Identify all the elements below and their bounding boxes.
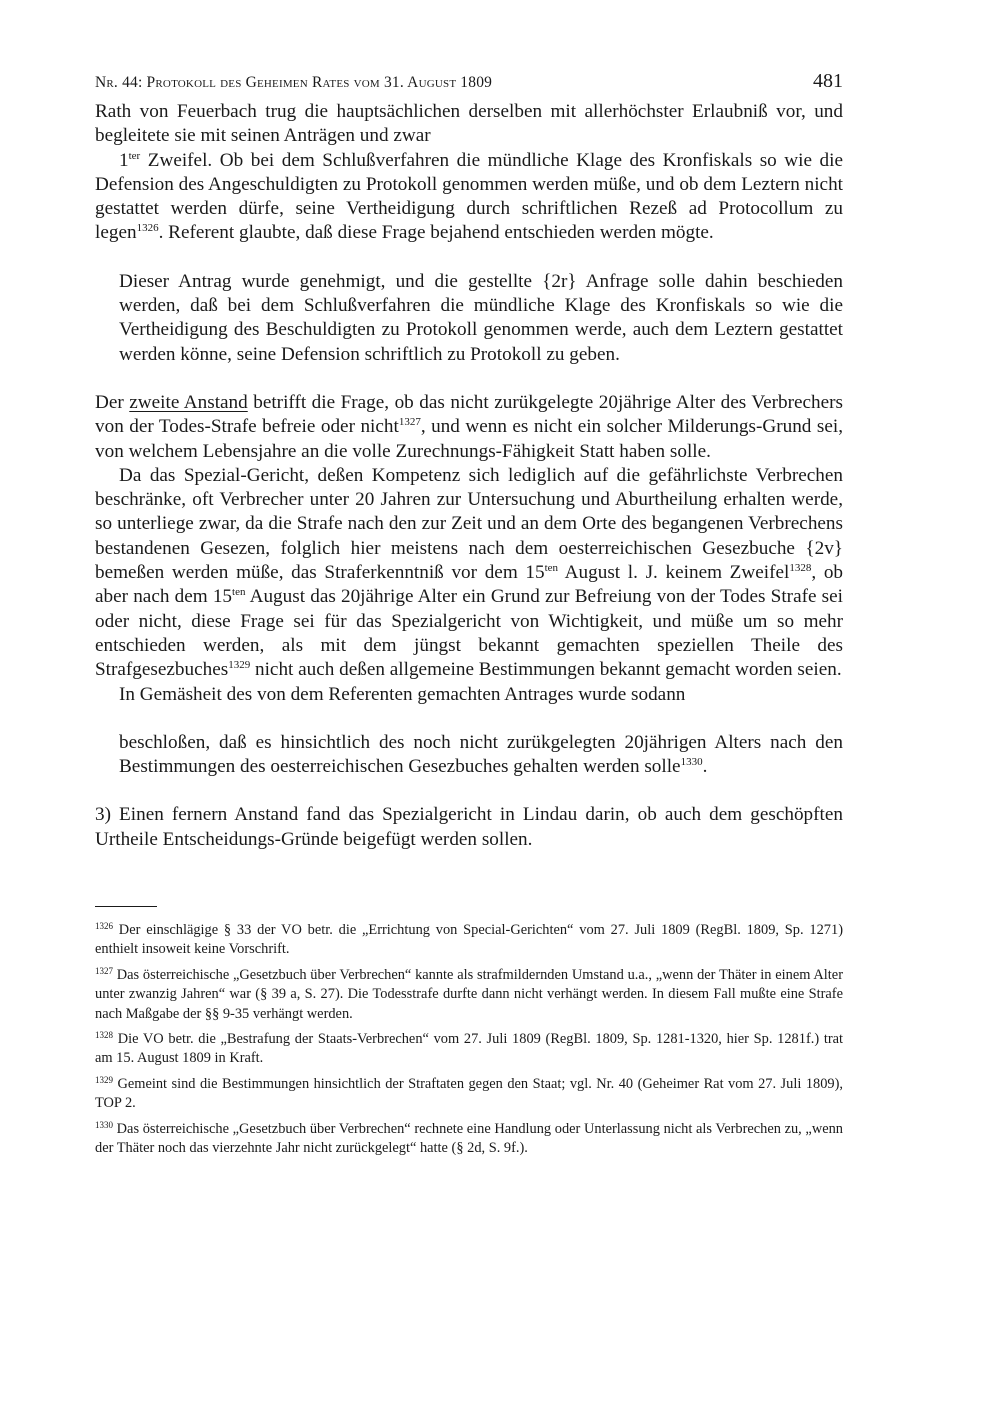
paragraph-text: Der <box>95 391 130 413</box>
paragraph-text: . <box>702 756 708 778</box>
paragraph-text: Da das Spezial-Gericht, deßen Kompetenz sich lediglich auf die gefährlichste Verbrechen beschränke, oft Verbrecher unter 20 Jahren zur Untersuchung und Aburtheilung erhalten werde, so unterliege zwar, da die Strafe nach den zur Zeit und an dem Orte des begangenen Verbrechens bestandenen Gesezen, folglich hier meistens nach dem oesterreichischen Gesezbuche {2v} bemeßen werden müße, das Straferkenntniß vor dem 15 <box>95 464 843 584</box>
footnote-text: Das österreichische „Gesetzbuch über Verbrechen“ kannte als strafmildernden Umstand u.a., „wenn der Thäter in einem Alter unter zwanzig Jahren“ war (§ 39 a, S. 27). Die Todesstrafe durfte dann nicht verhängt werden. In diesem Fall mußte eine Strafe nach Maßgabe der §§ 9-35 verhängt werden. <box>95 966 843 1022</box>
paragraph-text: nicht auch deßen allgemeine Bestimmungen bekannt gemacht worden seien. <box>250 659 842 681</box>
paragraph-text: betrifft die Frage, ob das nicht zurükgelegte 20jährige Alter des Verbrechers von der Todes-Strafe befreie oder nicht <box>95 391 843 438</box>
document-page <box>95 70 843 1164</box>
footnote-text: Das österreichische „Gesetzbuch über Verbrechen“ rechnete eine Handlung oder Unterlassung nicht als Verbrechen zu, „wenn der Thäter noch das vierzehnte Jahr nicht zurückgelegt“ hatte (§ 2d, S. 9f.). <box>95 1120 843 1157</box>
footnote <box>95 921 843 960</box>
footnote-ref: 1329 <box>228 659 251 672</box>
footnote-ref: 1326 <box>136 222 159 235</box>
footnote-number: 1329 <box>95 1074 113 1085</box>
item-number: 1 <box>119 149 129 171</box>
ordinal-suffix: ter <box>128 149 141 162</box>
paragraph-text: August l. J. keinem Zweifel <box>558 562 790 584</box>
page-number: 481 <box>813 70 843 92</box>
resolution-block <box>95 731 843 780</box>
resolution-block: Dieser Antrag wurde genehmigt, und die gestellte {2r} Anfrage solle dahin beschieden werden, daß bei dem Schlußverfahren die mündliche Klage des Kronfiskals so wie die Vertheidigung des Beschuldigten zu Protokoll genommen werde, auch dem Leztern gestattet werden könne, seine Defension schriftlich zu Protokoll zu geben. <box>119 270 843 365</box>
ordinal-suffix: ten <box>232 586 246 599</box>
paragraph <box>95 149 843 246</box>
footnote-text: Der einschlägige § 33 der VO betr. die „Errichtung von Special-Gerichten“ vom 27. Juli 1809 (RegBl. 1809, Sp. 1271) enthielt insoweit keine Vorschrift. <box>95 922 843 958</box>
footnote-text: Gemeint sind die Bestimmungen hinsichtlich der Straftaten gegen den Staat; vgl. Nr. 40 (Geheimer Rat vom 27. Juli 1809), TOP 2. <box>95 1075 843 1112</box>
ordinal-suffix: ten <box>544 562 559 575</box>
footnote-ref: 1328 <box>789 562 812 575</box>
footnote-number: 1326 <box>95 921 113 932</box>
footnote-ref: 1327 <box>398 416 421 429</box>
running-title: Nr. 44: Protokoll des Geheimen Rates vom 31. August 1809 <box>95 74 493 91</box>
footnotes <box>95 921 843 1158</box>
paragraph-text: August das 20jährige Alter ein Grund zur Befreiung von der Todes Strafe sei oder nicht, diese Frage sei für das Spezialgericht von Wichtigkeit, und müße um so mehr entschieden werden, als mit dem jüngst bekannt gemachten speziellen Theile des Strafgesezbuches <box>95 586 843 681</box>
main-text <box>95 100 843 852</box>
paragraph: 3) Einen fernern Anstand fand das Spezialgericht in Lindau darin, ob auch dem geschöpften Urtheile Entscheidungs-Gründe beigefügt werden sollen. <box>95 804 843 850</box>
paragraph <box>95 391 843 464</box>
paragraph-text: . Referent glaubte, daß diese Frage bejahend entschieden werden mögte. <box>158 222 714 244</box>
paragraph-text: Zweifel. Ob bei dem Schlußverfahren die mündliche Klage des Kronfiskals so wie die Defension des Angeschuldigten zu Protokoll genommen werden müße, und ob dem Leztern nicht gestattet werden dürfe, seine Vertheidigung durch schriftlichen Rezeß ad Protocollum zu legen <box>95 149 843 244</box>
footnote-ref: 1330 <box>680 756 703 769</box>
paragraph-text: , ob aber nach dem 15 <box>95 562 844 608</box>
paragraph-text: beschloßen, daß es hinsichtlich des noch nicht zurükgelegten 20jährigen Alters nach den Bestimmungen des oesterreichischen Gesezbuches gehalten werden solle <box>119 731 843 778</box>
footnote-number: 1327 <box>95 965 113 976</box>
footnote <box>95 1120 843 1159</box>
footnote <box>95 1075 843 1114</box>
running-head <box>95 70 843 100</box>
footnote-separator <box>95 906 157 907</box>
footnote-number: 1328 <box>95 1030 113 1041</box>
paragraph: In Gemäsheit des von dem Referenten gemachten Antrages wurde sodann <box>119 683 686 705</box>
paragraph-text: , und wenn es nicht ein solcher Milderungs-Grund sei, von welchem Lebensjahre an die volle Zurechnungs-Fähigkeit Statt haben solle. <box>95 416 843 462</box>
underlined-term: zweite Anstand <box>129 391 248 413</box>
paragraph: Rath von Feuerbach trug die hauptsächlichen derselben mit allerhöchster Erlaubniß vor, und begleitete sie mit seinen Anträgen und zwar <box>95 101 843 147</box>
footnote-text: Die VO betr. die „Bestrafung der Staats-Verbrechen“ vom 27. Juli 1809 (RegBl. 1809, Sp. 1281-1320, hier Sp. 1281f.) trat am 15. August 1809 in Kraft. <box>95 1031 843 1067</box>
footnote <box>95 966 843 1024</box>
footnote <box>95 1030 843 1069</box>
paragraph <box>95 464 843 683</box>
footnote-number: 1330 <box>95 1119 113 1130</box>
